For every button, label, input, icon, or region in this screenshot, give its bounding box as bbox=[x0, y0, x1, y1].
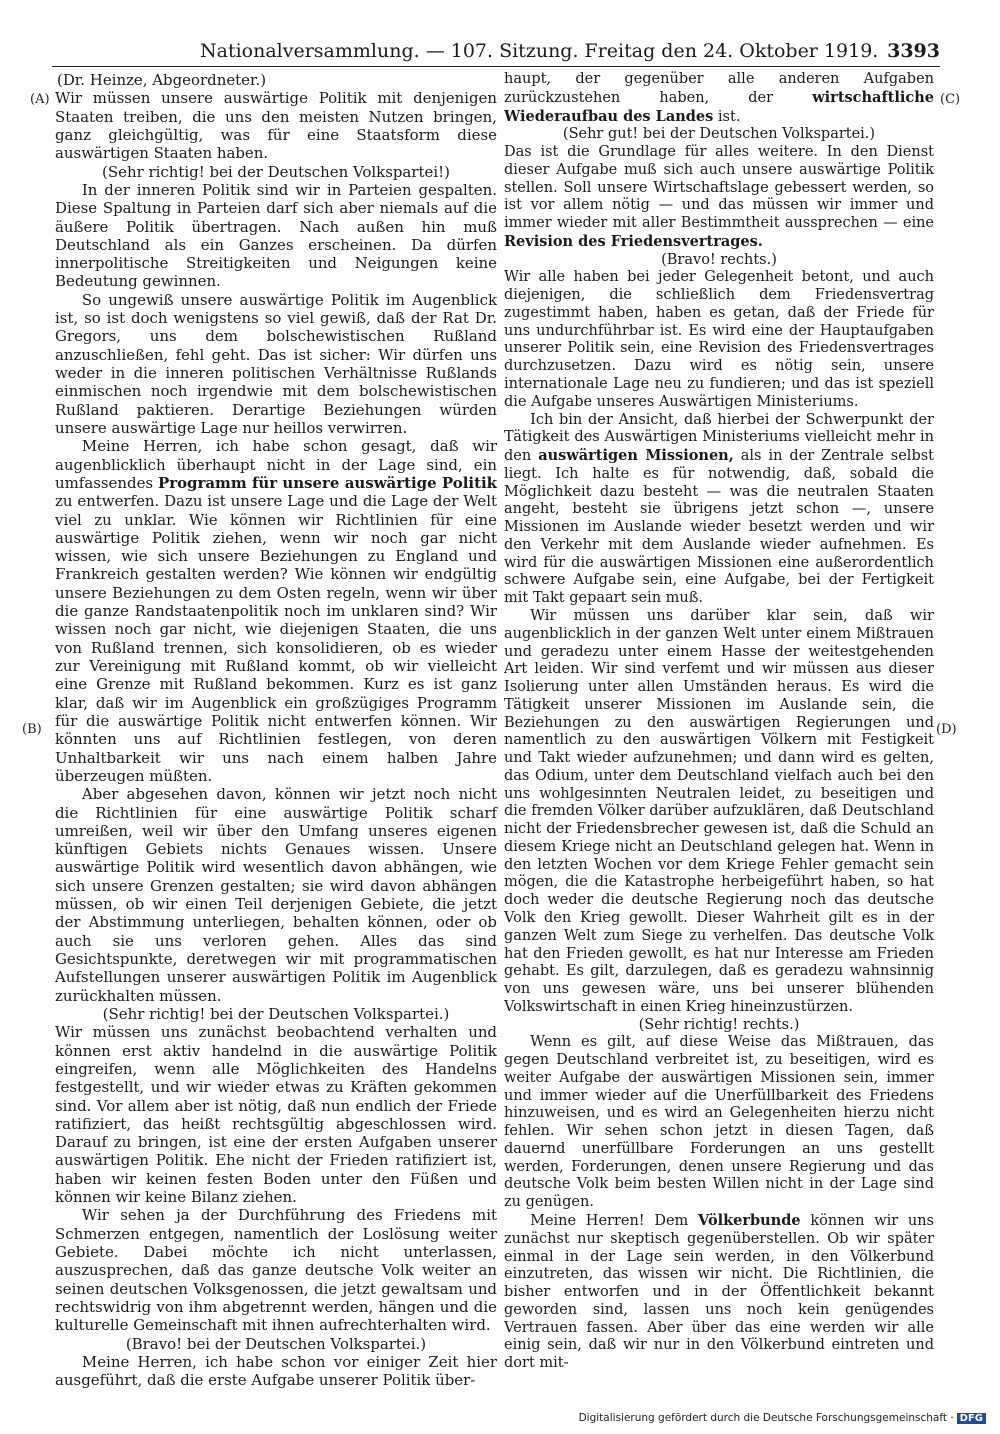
left-column bbox=[55, 71, 497, 1390]
interjection: (Bravo! bei der Deutschen Volkspartei.) bbox=[125, 1334, 427, 1353]
paragraph: Wir sehen ja der Durchführung des Friedens mit Schmerzen entgegen, namentlich der Loslösung weiter Gebiete. Dabei möchte ich nicht unterlassen, auszusprechen, daß das ganze deutsche Volk weiter an seinen deutschen Volksgenossen, die jetzt gewaltsam und rechtswidrig von ihm abgetrennt werden, hängen und die kulturelle Gemeinschaft mit ihnen aufrechterhalten wird. bbox=[55, 1206, 497, 1335]
paragraph: So ungewiß unsere auswärtige Politik im Augenblick ist, so ist doch wenigstens so viel gewiß, daß der Rat Dr. Gregors, uns dem bolschewistischen Rußland anzuschließen, fehl geht. Das ist sicher: Wir dürfen uns weder in die inneren politischen Verhältnisse Rußlands einmischen noch irgendwie mit dem bolschewistischen Rußland paktieren. Derartige Beziehungen würden unsere auswärtige Lage nur heillos verwirren. bbox=[55, 290, 497, 437]
paragraph: Meine Herren! Dem Völkerbunde können wir uns zunächst nur skeptisch gegenüberstellen. Ob wir später einmal in der Lage sein werden, in den Völkerbund einzutreten, das wissen wir nicht. Die Richtlinien, die bisher entworfen und in der Öffentlichkeit bekannt geworden sind, lassen uns noch kein genügendes Vertrauen fassen. Aber über das eine werden wir alle einig sein, daß wir nur in den Völkerbund eintreten und dort mit- bbox=[504, 1212, 935, 1372]
header-title: Nationalversammlung. — 107. Sitzung. Freitag den 24. Oktober 1919. bbox=[200, 40, 879, 62]
emphasis-text: wirtschaftliche Wiederaufbau des Landes bbox=[504, 88, 934, 125]
interjection: (Sehr richtig! bei der Deutschen Volkspartei.) bbox=[102, 1004, 450, 1023]
interjection: (Sehr richtig! rechts.) bbox=[638, 1016, 800, 1033]
margin-mark-c: (C) bbox=[940, 92, 961, 107]
paragraph: Wir müssen uns darüber klar sein, daß wir augenblicklich in der ganzen Welt unter einem Mißtrauen und geradezu unter einem Hasse der weitestgehenden Art leiden. Wir sind verfemt und wir müssen aus dieser Isolierung unter allen Umständen heraus. Es wird die Tätigkeit unserer Missionen im Auslande sein, die Beziehungen zu den auswärtigen Regierungen und namentlich zu den auswärtigen Völkern mit Festigkeit und Takt wieder aufzunehmen; und dann wird es gelten, das Odium, unter dem Deutschland vielfach auch bei den uns wohlgesinnten Neutralen leidet, zu beseitigen und die fremden Völker darüber aufzuklären, daß Deutschland nicht der Friedensbrecher gewesen ist, daß die Schuld an diesem Kriege nicht an Deutschland gelegen hat. Wenn in den letzten Wochen vor dem Kriege Fehler gemacht sein mögen, die die Katastrophe herbeigeführt haben, so hat doch weder die deutsche Regierung noch das deutsche Volk den Krieg gewollt. Dieser Wahrheit gilt es in der ganzen Welt zum Siege zu verhelfen. Das deutsche Volk hat den Frieden gewollt, es hat nur Interesse am Frieden gehabt. Es gilt, darzulegen, daß es geradezu wahnsinnig von uns gewesen wäre, uns bei unserer blühenden Volkswirtschaft in einen Krieg hineinzustürzen. bbox=[504, 607, 934, 1015]
paragraph: In der inneren Politik sind wir in Parteien gespalten. Diese Spaltung in Parteien darf sich aber niemals auf die äußere Politik übertragen. Nach außen hin muß Deutschland als ein Ganzes erscheinen. Da dürfen innerpolitische Streitigkeiten und Neigungen keine Bedeutung gewinnen. bbox=[55, 180, 497, 291]
digitization-footer bbox=[579, 1412, 986, 1424]
paragraph: Ich bin der Ansicht, daß hierbei der Schwerpunkt der Tätigkeit des Auswärtigen Ministeriums vielleicht mehr in den auswärtigen Missionen, als in der Zentrale selbst liegt. Ich halte es für notwendig, daß, sobald die Möglichkeit dazu besteht — was die neutralen Staaten angeht, besteht sie übrigens jetzt schon —, unsere Missionen im Auslande wieder besetzt werden und wir den Verkehr mit dem Auslande wieder aufnehmen. Es wird für die auswärtigen Missionen eine außerordentlich schwere Aufgabe sein, eine Aufgabe, bei der Fertigkeit mit Takt gepaart sein muß. bbox=[504, 411, 934, 607]
margin-mark-b: (B) bbox=[22, 722, 42, 737]
interjection: (Sehr gut! bei der Deutschen Volkspartei.) bbox=[562, 126, 876, 143]
footer-text: Digitalisierung gefördert durch die Deutsche Forschungsgemeinschaft · bbox=[578, 1412, 954, 1424]
dfg-logo: DFG bbox=[957, 1413, 986, 1424]
emphasis-text: Revision des Friedensvertrages. bbox=[504, 232, 763, 250]
paragraph: haupt, der gegenüber alle anderen Aufgaben zurückzustehen haben, der wirtschaftliche Wiederaufbau des Landes ist. bbox=[504, 71, 934, 125]
right-column bbox=[504, 71, 934, 1373]
running-header bbox=[52, 36, 940, 67]
paragraph: Das ist die Grundlage für alles weitere. In den Dienst dieser Aufgabe muß sich auch unsere auswärtige Politik stellen. Soll unsere Wirtschaftslage gebessert werden, so ist vor allem nötig — und das müssen wir immer und immer wieder mit aller Bestimmtheit aussprechen — eine Revision des Friedensvertrages. bbox=[504, 144, 934, 250]
paragraph: Meine Herren, ich habe schon gesagt, daß wir augenblicklich überhaupt nicht in der Lage sind, ein umfassendes Programm für unsere auswärtige Politik zu entwerfen. Dazu ist unsere Lage und die Lage der Welt viel zu unklar. Wie können wir Richtlinien für eine auswärtige Politik ziehen, wenn wir noch gar nicht wissen, wie sich unsere Beziehungen zu England und Frankreich gestalten werden? Wie können wir endgültig unsere Beziehungen zu dem Osten regeln, wenn wir über die ganze Randstaatenpolitik noch im unklaren sind? Wir wissen noch gar nicht, wie diejenigen Staaten, die uns von Rußland trennen, sich konsolidieren, ob es wieder zur Vereinigung mit Rußland kommt, ob wir vielleicht eine Grenze mit Rußland bekommen. Kurz es ist ganz klar, daß wir im Augenblick ein großzügiges Programm für die auswärtige Politik nicht entwerfen können. Wir könnten uns auf Richtlinien festlegen, von deren Unhaltbarkeit wir uns nach einem halben Jahre überzeugen müßten. bbox=[55, 437, 497, 785]
page-number: 3393 bbox=[887, 40, 940, 62]
paragraph: Aber abgesehen davon, können wir jetzt noch nicht die Richtlinien für eine auswärtige Politik scharf umreißen, weil wir über den Umfang unseres eigenen künftigen Gebiets nichts Genaues wissen. Unsere auswärtige Politik wird wesentlich davon abhängen, wie sich unsere Grenzen gestalten; sie wird davon abhängen müssen, ob wir einen Teil derjenigen Gebiete, die jetzt der Abstimmung unterliegen, behalten können, oder ob auch sie uns verloren gehen. Alles das sind Gesichtspunkte, deretwegen wir mit programmatischen Aufstellungen unserer auswärtigen Politik im Augenblick zurückhalten müssen. bbox=[55, 785, 497, 1005]
interjection: (Sehr richtig! bei der Deutschen Volkspartei!) bbox=[102, 162, 450, 181]
speaker-note: (Dr. Heinze, Abgeordneter.) bbox=[57, 71, 267, 89]
emphasis-text: auswärtigen Missionen, bbox=[538, 447, 734, 465]
margin-mark-a: (A) bbox=[30, 92, 50, 107]
paragraph: Wenn es gilt, auf diese Weise das Mißtrauen, das gegen Deutschland verbreitet ist, zu beseitigen, wird es weiter Aufgabe der auswärtigen Missionen sein, immer und immer wieder auf die Unerfüllbarkeit des Friedens hinzuweisen, und es wird an Gelegenheiten hierzu nicht fehlen. Wir sehen schon jetzt in diesen Tagen, daß dauernd unerfüllbare Forderungen an uns gestellt werden, Forderungen, denen unsere Regierung und das deutsche Volk beim besten Willen nicht in der Lage sind zu genügen. bbox=[504, 1034, 934, 1211]
paragraph: Wir alle haben bei jeder Gelegenheit betont, und auch diejenigen, die schließlich dem Friedensvertrag zugestimmt haben, haben es getan, daß der Friede für uns undurchführbar ist. Es wird eine der Hauptaufgaben unserer Politik sein, eine Revision des Friedensvertrages durchzusetzen. Dazu wird es nötig sein, unsere internationale Lage neu zu fundieren; und das ist speziell die Aufgabe unseres Auswärtigen Ministeriums. bbox=[504, 269, 934, 410]
emphasis-text: Völkerbunde bbox=[698, 1212, 801, 1229]
paragraph: Wir müssen unsere auswärtige Politik mit denjenigen Staaten treiben, die uns den meisten Nutzen bringen, ganz gleichgültig, was für eine Staatsform diese auswärtigen Staaten haben. bbox=[55, 89, 497, 163]
paragraph: Meine Herren, ich habe schon vor einiger Zeit hier ausgeführt, daß die erste Aufgabe unserer Politik über- bbox=[55, 1352, 497, 1390]
margin-mark-d: (D) bbox=[936, 722, 957, 737]
emphasis-text: Programm für unsere auswärtige Politik bbox=[157, 473, 497, 492]
interjection: (Bravo! rechts.) bbox=[661, 251, 777, 268]
paragraph: Wir müssen uns zunächst beobachtend verhalten und können erst aktiv handelnd in die auswärtige Politik eingreifen, wenn alle Möglichkeiten des Handelns festgestellt, und wir wieder etwas zu Kräften gekommen sind. Vor allem aber ist nötig, daß nun endlich der Friede ratifiziert, das heißt rechtsgültig abgeschlossen wird. Darauf zu bringen, ist eine der ersten Aufgaben unserer auswärtigen Politik. Ehe nicht der Frieden ratifiziert ist, haben wir keinen festen Boden unter den Füßen und können wir keine Bilanz ziehen. bbox=[55, 1023, 497, 1207]
